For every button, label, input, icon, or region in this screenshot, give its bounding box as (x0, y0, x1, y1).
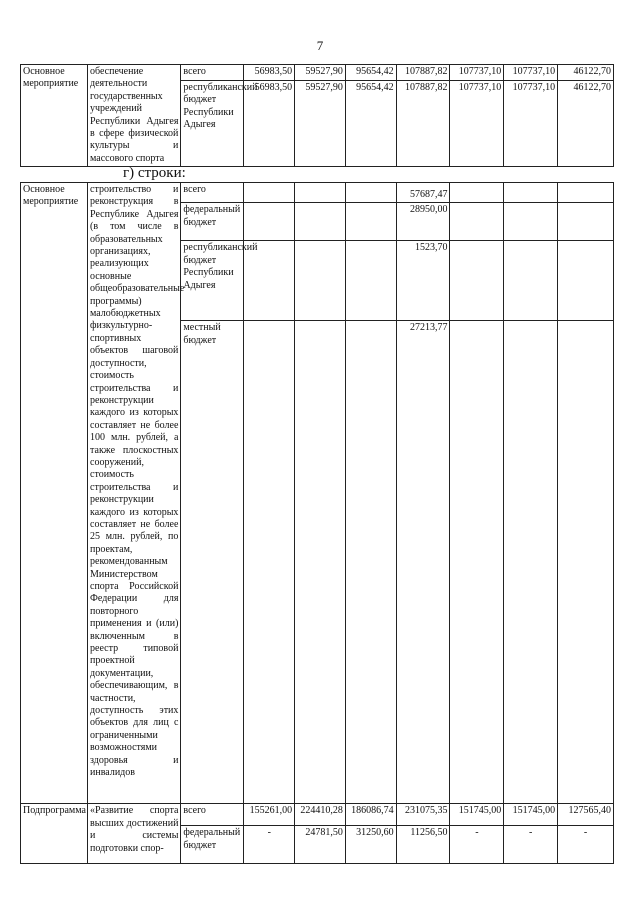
source-label: местный бюджет (181, 321, 244, 804)
source-label: всего (181, 804, 244, 826)
value-cell: 127565,40 (558, 804, 614, 826)
value-cell: 59527,90 (295, 80, 346, 166)
value-cell: 107887,82 (396, 65, 450, 81)
value-cell: 11256,50 (396, 826, 450, 864)
value-cell: 107737,10 (504, 80, 558, 166)
budget-table-1 (20, 64, 614, 167)
value-cell: 95654,42 (345, 80, 396, 166)
value-cell: 46122,70 (558, 80, 614, 166)
source-label: республиканский бюджет Республики Адыгея (181, 80, 244, 166)
value-cell: 224410,28 (295, 804, 346, 826)
value-cell: 151745,00 (450, 804, 504, 826)
source-label: республиканский бюджет Республики Адыгея (181, 241, 244, 321)
value-cell: 1523,70 (396, 241, 450, 321)
row-description: обеспечение деятельности государственных учреждений Республики Адыгея в сфере физической культуры и массового спорта (88, 65, 181, 167)
table-row (21, 65, 614, 81)
value-cell: - (504, 826, 558, 864)
value-cell: - (244, 826, 295, 864)
value-cell: 107737,10 (450, 65, 504, 81)
value-cell: 46122,70 (558, 65, 614, 81)
value-cell: 59527,90 (295, 65, 346, 81)
row-type: Основное мероприятие (21, 183, 88, 804)
value-cell: - (558, 826, 614, 864)
row-description: «Развитие спорта высших достижений и системы подготовки спор- (88, 804, 181, 864)
value-cell: 107737,10 (504, 65, 558, 81)
page-number: 7 (316, 38, 324, 53)
value-cell: 155261,00 (244, 804, 295, 826)
value-cell: 151745,00 (504, 804, 558, 826)
value-cell: 57687,47 (396, 183, 450, 203)
value-cell: - (450, 826, 504, 864)
value-cell: 56983,50 (244, 80, 295, 166)
row-type: Основное мероприятие (21, 65, 88, 167)
source-label: федеральный бюджет (181, 203, 244, 241)
source-label: всего (181, 183, 244, 203)
section-heading: г) строки: (123, 165, 186, 181)
budget-table-2 (20, 182, 614, 864)
table-row (21, 183, 614, 203)
table-row (21, 804, 614, 826)
value-cell: 31250,60 (345, 826, 396, 864)
value-cell: 186086,74 (345, 804, 396, 826)
source-label: всего (181, 65, 244, 81)
value-cell: 95654,42 (345, 65, 396, 81)
source-label: федеральный бюджет (181, 826, 244, 864)
value-cell: 24781,50 (295, 826, 346, 864)
row-type: Подпрограмма (21, 804, 88, 864)
value-cell: 231075,35 (396, 804, 450, 826)
value-cell: 56983,50 (244, 65, 295, 81)
value-cell: 28950,00 (396, 203, 450, 241)
value-cell: 107887,82 (396, 80, 450, 166)
value-cell: 27213,77 (396, 321, 450, 804)
row-description: строительство и реконструкция в Республике Адыгея (в том числе в образовательных организациях, реализующих основные общеобразовательные программы) малобюджетных физкультурно-спортивных объектов шаговой доступности, стоимость строительства и реконструкции каждого из которых составляет не более 100 млн. рублей, а также плоскостных сооружений, стоимость строительства и реконструкции каждого из которых составляет не более 25 млн. рублей, по проектам, рекомендованным Министерством спорта Российской Федерации для повторного применения и (или) включенным в реестр типовой проектной документации, обеспечивающим, в частности, доступность этих объектов для лиц с ограниченными возможностями здоровья и инвалидов (88, 183, 181, 804)
value-cell: 107737,10 (450, 80, 504, 166)
